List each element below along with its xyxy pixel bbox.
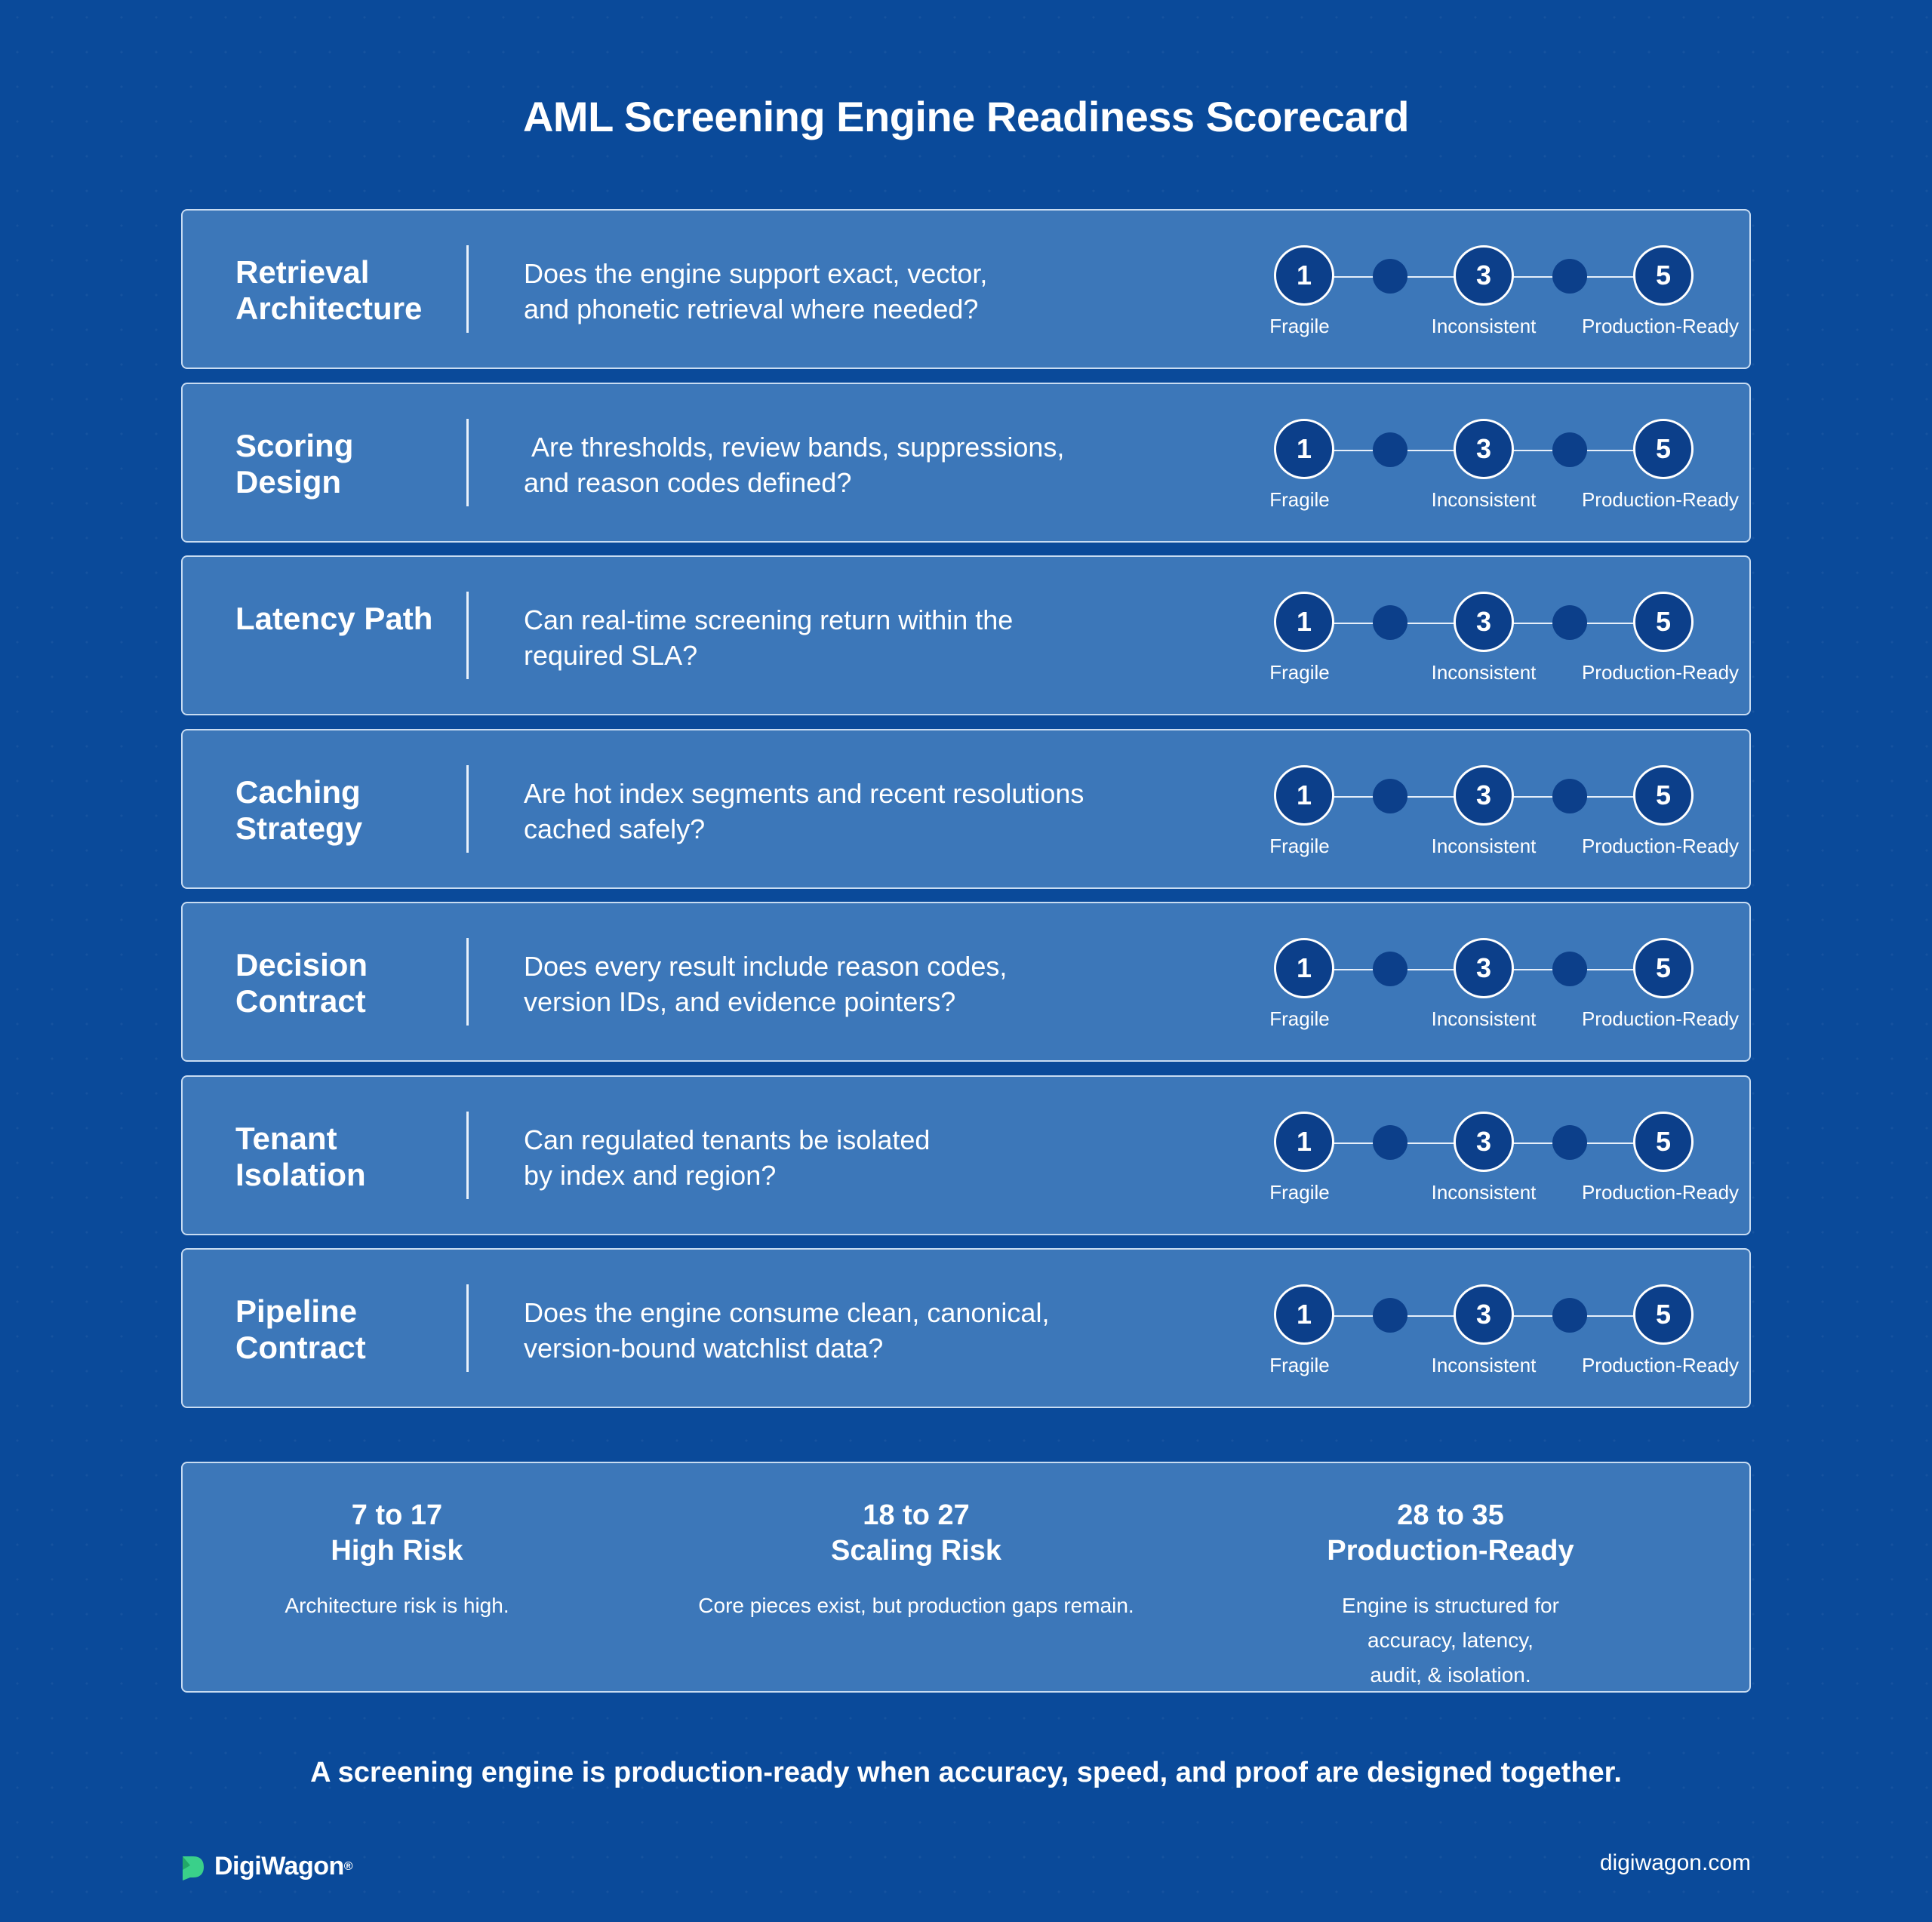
scale-point-1[interactable]: 1 [1274, 592, 1334, 652]
divider [466, 1112, 469, 1199]
criterion-title: Decision Contract [235, 947, 368, 1019]
criterion-row [181, 902, 1751, 1062]
scale-label: Production-Ready [1581, 487, 1740, 511]
score-legend [181, 1462, 1751, 1693]
scale-step-dot[interactable] [1373, 779, 1407, 813]
rating-scale [1239, 211, 1752, 371]
criterion-question: Does the engine support exact, vector, and phonetic retrieval where needed? [524, 258, 988, 324]
scale-point-3[interactable]: 3 [1454, 1284, 1514, 1345]
criterion-question: Can real-time screening return within the required SLA? [524, 604, 1014, 671]
scale-label: Fragile [1269, 661, 1330, 684]
criterion-row [181, 729, 1751, 889]
divider [466, 419, 469, 506]
divider [466, 938, 469, 1026]
criterion-row [181, 383, 1751, 543]
scale-label: Production-Ready [1581, 834, 1740, 857]
divider [466, 765, 469, 853]
scale-step-dot[interactable] [1373, 605, 1407, 640]
band-range: 28 to 35 [1397, 1499, 1504, 1531]
divider [466, 592, 469, 679]
criterion-title: Latency Path [235, 601, 433, 636]
band-range: 18 to 27 [863, 1499, 970, 1531]
scale-point-3[interactable]: 3 [1454, 245, 1514, 306]
scale-point-1[interactable]: 1 [1274, 1284, 1334, 1345]
band-name: Scaling Risk [831, 1535, 1001, 1567]
scale-step-dot[interactable] [1552, 1298, 1587, 1333]
scale-step-dot[interactable] [1373, 1298, 1407, 1333]
rating-scale [1239, 1077, 1752, 1237]
website-link[interactable]: digiwagon.com [1599, 1850, 1751, 1875]
scale-label: Production-Ready [1581, 661, 1740, 684]
scale-point-5[interactable]: 5 [1633, 938, 1694, 998]
score-band-scaling-risk [698, 1498, 1134, 1623]
scale-label: Fragile [1269, 834, 1330, 857]
scale-point-1[interactable]: 1 [1274, 938, 1334, 998]
band-name: Production-Ready [1327, 1535, 1574, 1567]
band-name: High Risk [331, 1535, 463, 1567]
scale-point-5[interactable]: 5 [1633, 419, 1694, 479]
score-band-production-ready [1301, 1498, 1600, 1693]
criterion-row [181, 209, 1751, 369]
scale-label: Inconsistent [1431, 315, 1537, 337]
rating-scale [1239, 1250, 1752, 1410]
divider [466, 245, 469, 333]
score-band-high-risk [285, 1498, 509, 1623]
scale-step-dot[interactable] [1552, 259, 1587, 294]
scale-label: Fragile [1269, 1180, 1330, 1204]
criterion-title: Scoring Design [235, 427, 354, 500]
scale-label: Fragile [1269, 1354, 1330, 1376]
scale-label: Fragile [1269, 315, 1330, 337]
criterion-question: Does every result include reason codes, version IDs, and evidence pointers? [524, 951, 1008, 1017]
scale-step-dot[interactable] [1373, 259, 1407, 294]
page-title: AML Screening Engine Readiness Scorecard [522, 93, 1410, 140]
criterion-question: Does the engine consume clean, canonical, version-bound watchlist data? [524, 1297, 1050, 1364]
scale-point-1[interactable]: 1 [1274, 245, 1334, 306]
criterion-question: Are hot index segments and recent resolutions cached safely? [524, 777, 1084, 844]
scale-point-1[interactable]: 1 [1274, 1112, 1334, 1172]
rating-scale [1239, 557, 1752, 717]
scale-point-3[interactable]: 3 [1454, 938, 1514, 998]
scale-label: Inconsistent [1431, 1180, 1537, 1204]
band-description: Engine is structured for accuracy, latency, audit, & isolation. [1342, 1594, 1559, 1687]
scale-point-5[interactable]: 5 [1633, 765, 1694, 826]
criterion-title: Caching Strategy [235, 773, 363, 846]
criterion-row [181, 1075, 1751, 1235]
scale-label: Production-Ready [1581, 1007, 1740, 1030]
criterion-question: Can regulated tenants be isolated by index and region? [524, 1124, 931, 1191]
digiwagon-logo-icon [180, 1853, 207, 1880]
scale-label: Production-Ready [1581, 1354, 1740, 1376]
criterion-row [181, 1248, 1751, 1408]
registered-mark: ® [343, 1859, 353, 1873]
rating-scale [1239, 384, 1752, 544]
band-range: 7 to 17 [351, 1499, 443, 1531]
scale-label: Inconsistent [1431, 487, 1537, 511]
scale-point-5[interactable]: 5 [1633, 245, 1694, 306]
band-description: Core pieces exist, but production gaps remain. [698, 1594, 1134, 1617]
scale-step-dot[interactable] [1552, 1125, 1587, 1160]
scale-point-5[interactable]: 5 [1633, 592, 1694, 652]
scale-label: Inconsistent [1431, 661, 1537, 684]
scale-label: Fragile [1269, 1007, 1330, 1030]
scale-label: Inconsistent [1431, 1354, 1537, 1376]
criterion-title: Pipeline Contract [235, 1293, 366, 1365]
scale-point-5[interactable]: 5 [1633, 1112, 1694, 1172]
scale-label: Fragile [1269, 487, 1330, 511]
brand-name: DigiWagon [214, 1852, 344, 1880]
scale-step-dot[interactable] [1373, 952, 1407, 986]
scale-label: Production-Ready [1581, 1180, 1740, 1204]
criterion-row [181, 555, 1751, 715]
divider [466, 1284, 469, 1372]
scale-point-1[interactable]: 1 [1274, 765, 1334, 826]
scale-point-3[interactable]: 3 [1454, 1112, 1514, 1172]
brand-logo[interactable] [180, 1852, 353, 1881]
scale-step-dot[interactable] [1552, 605, 1587, 640]
scale-step-dot[interactable] [1552, 779, 1587, 813]
rating-scale [1239, 730, 1752, 890]
scale-step-dot[interactable] [1373, 1125, 1407, 1160]
criteria-list [181, 209, 1751, 1422]
scale-point-3[interactable]: 3 [1454, 765, 1514, 826]
tagline: A screening engine is production-ready when accuracy, speed, and proof are designed together. [310, 1757, 1622, 1788]
scale-point-3[interactable]: 3 [1454, 592, 1514, 652]
scale-step-dot[interactable] [1373, 432, 1407, 467]
band-description: Architecture risk is high. [285, 1594, 509, 1617]
scale-step-dot[interactable] [1552, 952, 1587, 986]
scale-point-3[interactable]: 3 [1454, 419, 1514, 479]
criterion-title: Retrieval Architecture [235, 254, 423, 326]
rating-scale [1239, 903, 1752, 1063]
criterion-title: Tenant Isolation [235, 1120, 366, 1192]
scale-label: Production-Ready [1581, 315, 1740, 337]
scale-label: Inconsistent [1431, 834, 1537, 857]
criterion-question: Are thresholds, review bands, suppressions, and reason codes defined? [524, 431, 1065, 498]
scale-point-5[interactable]: 5 [1633, 1284, 1694, 1345]
scale-label: Inconsistent [1431, 1007, 1537, 1030]
scale-step-dot[interactable] [1552, 432, 1587, 467]
scale-point-1[interactable]: 1 [1274, 419, 1334, 479]
